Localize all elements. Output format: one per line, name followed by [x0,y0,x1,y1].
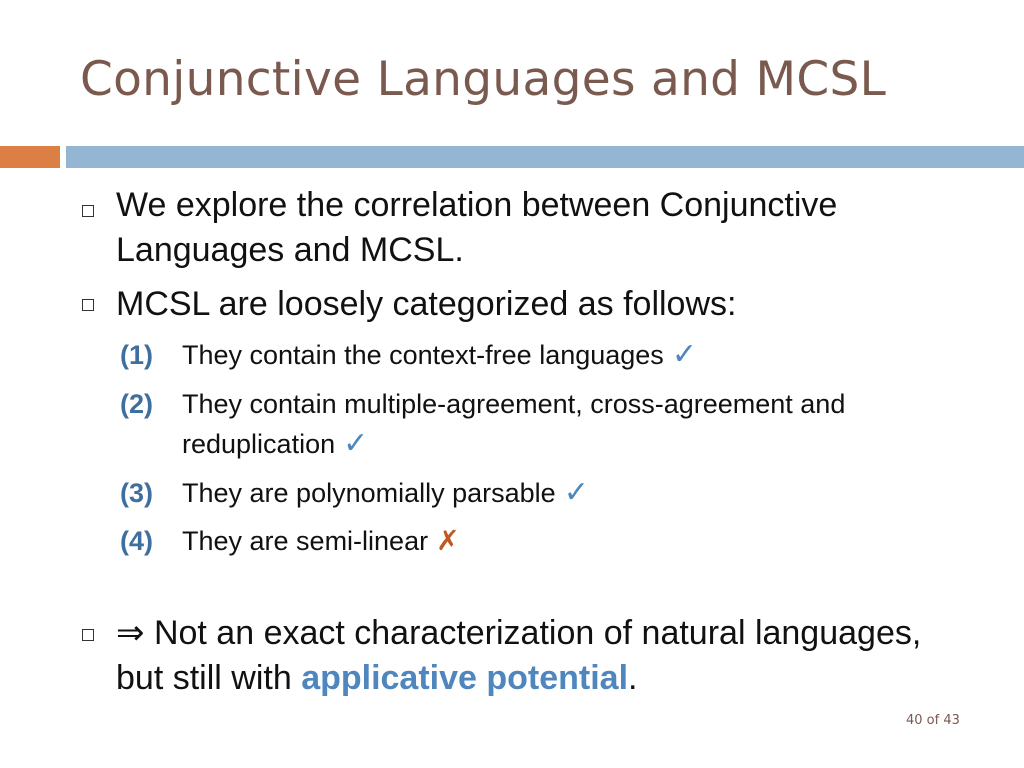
check-icon: ✓ [671,338,697,371]
subitem-number: (4) [120,526,153,556]
slide-title: Conjunctive Languages and MCSL [80,52,887,107]
bullet-text: We explore the correlation between Conjunctive Languages and MCSL. [116,186,838,269]
accent-bar-blue [66,146,1024,168]
subitem-number: (2) [120,389,153,419]
implies-arrow-icon: ⇒ [116,614,145,652]
subitem-number: (1) [120,340,153,370]
subitem-label: They contain multiple-agreement, cross-agreement and reduplication [182,389,846,459]
accent-bar-orange [0,146,60,168]
subitem-text [182,473,982,513]
subitem-label: They are semi-linear [182,526,429,556]
square-bullet-icon [82,299,94,311]
page-number: 40 of 43 [906,713,960,728]
highlight-text: applicative potential [301,659,629,697]
square-bullet-icon [82,629,94,641]
check-icon: ✓ [343,427,369,460]
cross-icon: ✗ [436,525,460,556]
subitem-number: (3) [120,478,153,508]
subitem-label: They contain the context-free languages [182,340,664,370]
square-bullet-icon [82,205,94,217]
check-icon: ✓ [563,476,589,509]
conclusion-text-before: Not an exact characterization of natural languages, but still with [116,614,922,697]
subitem-label: They are polynomially parsable [182,478,556,508]
conclusion-text-after: . [628,659,638,697]
subitem-text [182,384,972,464]
subitem-text [182,335,982,375]
subitem-text [182,521,982,561]
bullet-text: MCSL are loosely categorized as follows: [116,285,737,323]
conclusion-text [116,611,976,701]
